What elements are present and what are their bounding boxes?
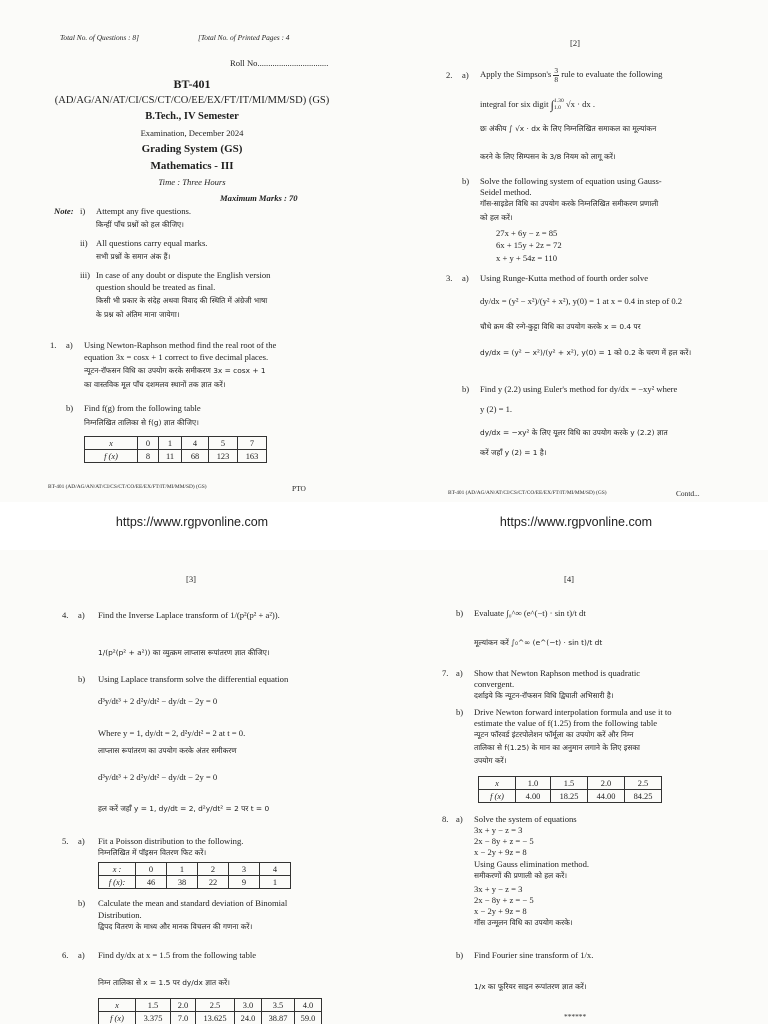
equation: x + y + 54z = 110 [496, 253, 558, 263]
question-text-hindi: उपयोग करें। [474, 756, 507, 765]
equation: 27x + 6y − z = 85 [496, 228, 558, 238]
equation: 3x + y − z = 3 [474, 825, 523, 835]
integral-sign: ∫ [550, 98, 554, 113]
table-cell: 24.0 [235, 1012, 262, 1024]
table-row [85, 437, 267, 450]
question-text-hindi: गॉस-साइडेल विधि का उपयोग करके निम्नलिखित समीकरण प्रणाली [480, 199, 659, 208]
question-text-hindi: dy/dx = (y² − x²)/(y² + x²), y(0) = 1 को 0.2 के चरण में हल करें। [480, 348, 692, 357]
table-cell: 1 [159, 437, 182, 450]
question-text: Show that Newton Raphson method is quadratic [474, 668, 641, 678]
note-text-hindi: के प्रश्न को अंतिम माना जायेगा। [96, 310, 180, 319]
table-cell: 4 [182, 437, 209, 450]
question-text: rule to evaluate the following [561, 69, 663, 79]
page-number: [4] [564, 574, 575, 584]
question-text-hindi: गॉस उन्मूलन विधि का उपयोग करके। [474, 918, 573, 927]
question-text: √x · dx . [565, 99, 595, 109]
table-cell: f (x) [99, 1012, 136, 1024]
table-cell: 84.25 [625, 790, 662, 803]
question-text-hindi: हल करें जहाँ y = 1, dy/dt = 2, d²y/dt² = 2 पर t = 0 [98, 804, 270, 813]
equation: x − 2y + 9z = 8 [474, 906, 527, 916]
table-cell: 7 [238, 437, 267, 450]
note-num: ii) [80, 238, 88, 248]
equation: dy/dx = (y² − x²)/(y² + x²), y(0) = 1 at x = 0.4 in step of 0.2 [480, 296, 683, 306]
part-label: a) [456, 814, 463, 824]
semester: B.Tech., IV Semester [145, 111, 239, 122]
part-label: b) [78, 674, 86, 684]
fraction-numerator: 3 [554, 65, 559, 75]
note-label: Note: [54, 206, 74, 216]
footer-pto: PTO [292, 484, 306, 493]
question-text: Apply the Simpson's [480, 69, 552, 79]
note-text-hindi: सभी प्रश्नों के समान अंक हैं। [96, 252, 171, 261]
question-number: 8. [442, 814, 449, 824]
data-table [478, 776, 662, 803]
footer-code: BT-401 (AD/AG/AN/AT/CI/CS/CT/CO/EE/EX/FT/IT/MI/MM/SD) (GS) [48, 484, 207, 490]
question-text-hindi: न्यूटन-रॉफसन विधि का उपयोग करके समीकरण 3x = cosx + 1 [84, 366, 266, 375]
source-url: https://www.rgpvonline.com [499, 515, 653, 529]
note-text: All questions carry equal marks. [96, 238, 208, 248]
data-table [84, 436, 267, 463]
footer-code: BT-401 (AD/AG/AN/AT/CI/CS/CT/CO/EE/EX/FT/IT/MI/MM/SD) (GS) [448, 490, 607, 496]
question-text: Drive Newton forward interpolation formula and use it to [474, 707, 672, 717]
question-text-hindi: dy/dx = −xy² के लिए यूलर विधि का उपयोग करके y (2.2) ज्ञात [480, 428, 668, 437]
table-row [99, 999, 322, 1012]
table-cell: 7.0 [171, 1012, 196, 1024]
table-cell: 68 [182, 450, 209, 463]
table-cell: x [99, 999, 136, 1012]
branches: (AD/AG/AN/AT/CI/CS/CT/CO/EE/EX/FT/IT/MI/MM/SD) (GS) [54, 95, 330, 106]
page-number: [2] [570, 38, 581, 48]
question-number: 6. [62, 950, 69, 960]
question-text: convergent. [474, 679, 515, 689]
exam-session: Examination, December 2024 [140, 128, 244, 138]
part-label: b) [456, 950, 464, 960]
question-number: 3. [446, 273, 453, 283]
exam-page-2 [384, 0, 768, 502]
question-text: Calculate the mean and standard deviation of Binomial [98, 898, 288, 908]
table-cell: 3.375 [136, 1012, 171, 1024]
question-text [480, 65, 662, 84]
data-table [98, 998, 322, 1024]
question-text-hindi: छः अंकीय ∫ √x · dx के लिए निम्नलिखित समाकल का मूल्यांकन [480, 124, 657, 133]
table-row [99, 1012, 322, 1024]
part-label: b) [66, 403, 74, 413]
table-cell: x [479, 777, 516, 790]
question-text-hindi: मूल्यांकन करें ∫₀^∞ (e^(−t) · sin t)/t dt [474, 638, 603, 647]
question-text [480, 96, 595, 113]
question-text: Solve the following system of equation using Gauss- [480, 176, 662, 186]
question-text: integral for six digit [480, 99, 549, 109]
question-text-hindi: निम्नलिखित में पॉइसन वितरण फिट करें। [98, 848, 207, 857]
table-cell: 8 [138, 450, 159, 463]
exam-page-3 [0, 550, 384, 1024]
question-text: Using Laplace transform solve the differential equation [98, 674, 289, 684]
table-cell: 1 [167, 863, 198, 876]
table-cell: f (x) [479, 790, 516, 803]
question-text-hindi: दर्शाइये कि न्यूटन-रॉफसन विधि द्विघाती अभिसारी है। [474, 691, 614, 700]
part-label: a) [78, 836, 85, 846]
note-num: i) [80, 206, 86, 216]
paper-code: BT-401 [173, 77, 211, 91]
question-text: equation 3x = cosx + 1 correct to five decimal places. [84, 352, 269, 362]
table-cell: f (x) [85, 450, 138, 463]
note-num: iii) [80, 270, 91, 280]
exam-page-4 [384, 550, 768, 1024]
question-text: Fit a Poisson distribution to the following. [98, 836, 244, 846]
part-label: a) [462, 273, 469, 283]
note-text-hindi: किसी भी प्रकार के संदेह अथवा विवाद की स्थिति में अंग्रेजी भाषा [96, 296, 268, 305]
table-cell: 1.5 [551, 777, 588, 790]
table-cell: 4.0 [295, 999, 322, 1012]
part-label: a) [456, 668, 463, 678]
question-text-hindi: 1/x का फूरियर साइन रूपांतरण ज्ञात करें। [474, 982, 587, 991]
data-table [98, 862, 291, 889]
table-row [85, 450, 267, 463]
exam-page-1 [0, 0, 384, 502]
table-cell: x : [99, 863, 136, 876]
question-text: Distribution. [98, 910, 142, 920]
table-row [99, 876, 291, 889]
integral-lower: 1.0 [553, 105, 561, 112]
roll-no: Roll No................................. [230, 58, 329, 68]
table-row [99, 863, 291, 876]
end-marks: ****** [564, 1012, 587, 1021]
table-cell: 38 [167, 876, 198, 889]
question-text-hindi: लाप्लास रूपांतरण का उपयोग करके अंतर समीकरण [98, 746, 237, 755]
question-text-hindi: द्विपद वितरण के माध्य और मानक विचलन की गणना करें। [98, 922, 253, 931]
note-text: In case of any doubt or dispute the English version [96, 270, 271, 280]
part-label: a) [66, 340, 73, 350]
table-cell: 3.0 [235, 999, 262, 1012]
note-text: question should be treated as final. [96, 282, 216, 292]
table-cell: 4 [260, 863, 291, 876]
question-number: 2. [446, 70, 453, 80]
note-text: Attempt any five questions. [96, 206, 191, 216]
time: Time : Three Hours [158, 177, 226, 187]
table-cell: 5 [209, 437, 238, 450]
table-cell: 18.25 [551, 790, 588, 803]
fraction [553, 67, 559, 84]
fraction-denominator: 8 [554, 74, 559, 84]
table-cell: 1 [260, 876, 291, 889]
table-cell: 2.5 [196, 999, 235, 1012]
question-text: Find dy/dx at x = 1.5 from the following table [98, 950, 257, 960]
table-cell: x [85, 437, 138, 450]
equation: d³y/dt³ + 2 d²y/dt² − dy/dt − 2y = 0 [98, 772, 218, 782]
table-cell: 44.00 [588, 790, 625, 803]
question-text: Find Fourier sine transform of 1/x. [474, 950, 594, 960]
part-label: b) [78, 898, 86, 908]
page-number: [3] [186, 574, 197, 584]
equation: 6x + 15y + 2z = 72 [496, 240, 562, 250]
source-url: https://www.rgpvonline.com [115, 515, 269, 529]
integral-upper: 1.30 [553, 98, 564, 105]
table-cell: 59.0 [295, 1012, 322, 1024]
part-label: a) [78, 610, 85, 620]
table-cell: 38.87 [262, 1012, 295, 1024]
equation: Where y = 1, dy/dt = 2, d²y/dt² = 2 at t = 0. [98, 728, 246, 738]
question-text: estimate the value of f(1.25) from the following table [474, 718, 658, 728]
table-cell: 2.0 [588, 777, 625, 790]
grading-system: Grading System (GS) [141, 143, 243, 155]
note-text-hindi: किन्हीं पाँच प्रश्नों को हल कीजिए। [96, 220, 184, 229]
table-row [479, 777, 662, 790]
question-text: Find y (2.2) using Euler's method for dy/dx = −xy² where [480, 384, 678, 394]
equation: d³y/dt³ + 2 d²y/dt² − dy/dt − 2y = 0 [98, 696, 218, 706]
part-label: b) [456, 707, 464, 717]
footer-contd: Contd... [676, 489, 700, 498]
table-cell: 3.5 [262, 999, 295, 1012]
question-text: Find f(g) from the following table [84, 403, 201, 413]
table-cell: 4.00 [516, 790, 551, 803]
part-label: b) [456, 608, 464, 618]
question-text-hindi: को हल करें। [480, 213, 513, 222]
integral-limits [554, 98, 564, 112]
part-label: b) [462, 384, 470, 394]
table-cell: 2.0 [171, 999, 196, 1012]
table-cell: 13.625 [196, 1012, 235, 1024]
table-cell: 11 [159, 450, 182, 463]
table-cell: 1.5 [136, 999, 171, 1012]
question-text: Evaluate ∫₀^∞ (e^(−t) · sin t)/t dt [474, 608, 586, 618]
table-cell: 2 [198, 863, 229, 876]
table-cell: 0 [136, 863, 167, 876]
part-label: a) [78, 950, 85, 960]
question-text-hindi: तालिका से f(1.25) के मान का अनुमान लगाने के लिए इसका [474, 743, 640, 752]
table-cell: 1.0 [516, 777, 551, 790]
table-cell: f (x): [99, 876, 136, 889]
total-questions: Total No. of Questions : 8] [60, 33, 139, 42]
table-cell: 123 [209, 450, 238, 463]
equation: x − 2y + 9z = 8 [474, 847, 527, 857]
question-text-hindi: चौथे क्रम की रन्गे-कुट्टा विधि का उपयोग करके x = 0.4 पर [480, 322, 641, 331]
table-cell: 22 [198, 876, 229, 889]
question-text: y (2) = 1. [480, 404, 513, 414]
question-text-hindi: का वास्तविक मूल पाँच दशमलव स्थानों तक ज्ञात करें। [84, 380, 226, 389]
question-text: Using Gauss elimination method. [474, 859, 590, 869]
question-text: Using Newton-Raphson method find the real root of the [84, 340, 277, 350]
table-cell: 46 [136, 876, 167, 889]
table-cell: 2.5 [625, 777, 662, 790]
table-cell: 3 [229, 863, 260, 876]
subject: Mathematics - III [150, 160, 234, 172]
part-label: b) [462, 176, 470, 186]
question-text: Solve the system of equations [474, 814, 577, 824]
equation: 2x − 8y + z = − 5 [474, 895, 534, 905]
question-text-hindi: करें जहाँ y (2) = 1 है। [480, 448, 547, 457]
question-number: 1. [50, 340, 57, 350]
question-number: 5. [62, 836, 69, 846]
question-text-hindi: न्यूटन फॉरवर्ड इंटरपोलेशन फॉर्मूला का उपयोग करें और निम्न [474, 730, 634, 739]
question-text-hindi: निम्न तालिका से x = 1.5 पर dy/dx ज्ञात करें। [98, 978, 230, 987]
question-text-hindi: करने के लिए सिम्पसन के 3/8 नियम को लागू करें। [480, 152, 616, 161]
total-pages: [Total No. of Printed Pages : 4 [198, 33, 290, 42]
question-number: 7. [442, 668, 449, 678]
part-label: a) [462, 70, 469, 80]
question-text: Find the Inverse Laplace transform of 1/(p²(p² + a²)). [98, 610, 280, 620]
question-text-hindi: 1/(p²(p² + a²)) का व्युत्क्रम लाप्लास रूपांतरण ज्ञात कीजिए। [98, 648, 270, 657]
max-marks: Maximum Marks : 70 [220, 193, 298, 203]
question-text-hindi: निम्नलिखित तालिका से f(g) ज्ञात कीजिए। [84, 418, 199, 427]
table-cell: 163 [238, 450, 267, 463]
equation: 2x − 8y + z = − 5 [474, 836, 534, 846]
question-text: Seidel method. [480, 187, 532, 197]
table-cell: 0 [138, 437, 159, 450]
question-text: Using Runge-Kutta method of fourth order solve [480, 273, 649, 283]
table-cell: 9 [229, 876, 260, 889]
question-number: 4. [62, 610, 69, 620]
equation: 3x + y − z = 3 [474, 884, 523, 894]
table-row [479, 790, 662, 803]
question-text-hindi: समीकरणों की प्रणाली को हल करें। [474, 871, 568, 880]
